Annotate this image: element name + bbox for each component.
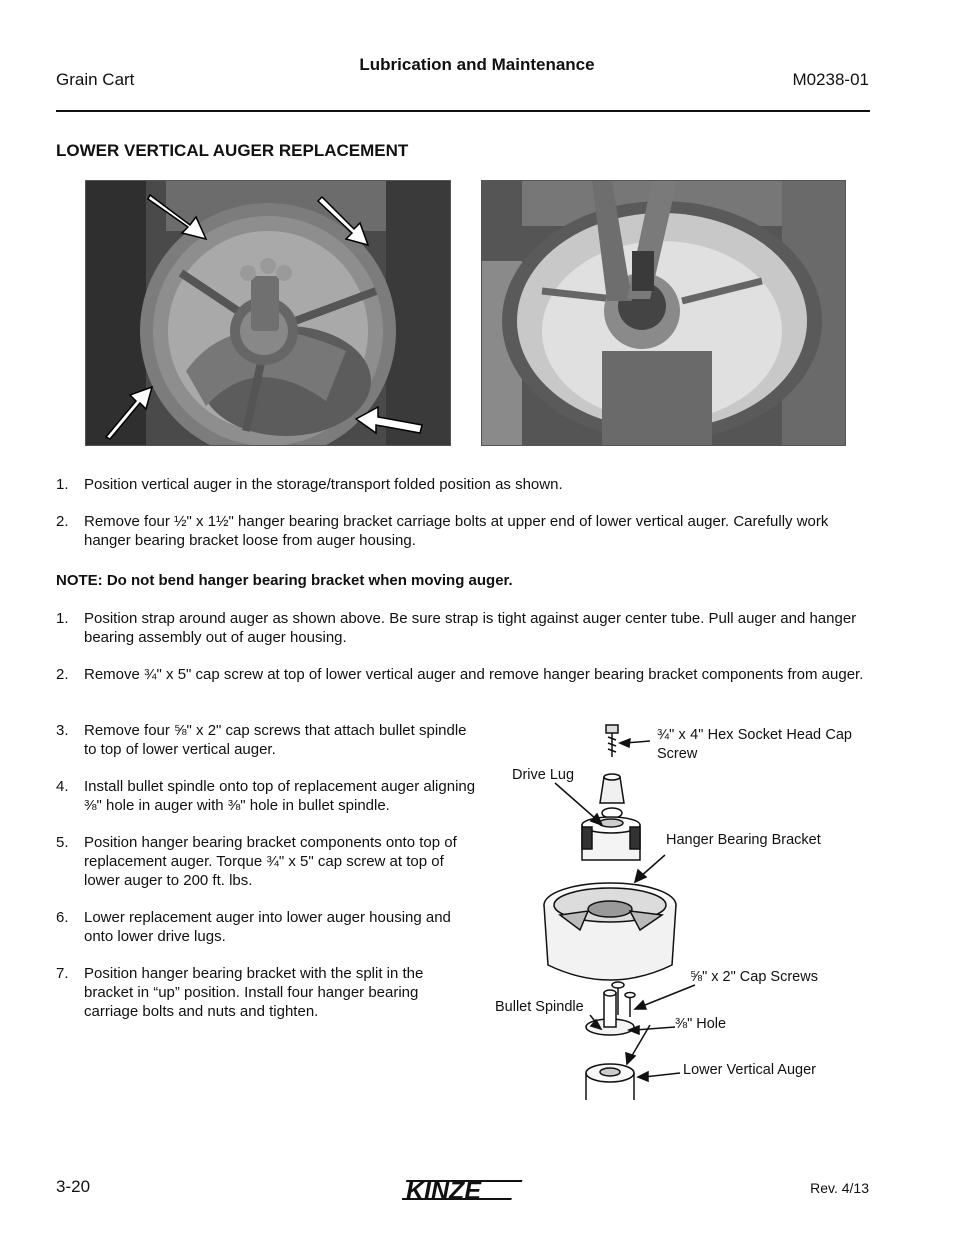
label-hanger-bearing-bracket: Hanger Bearing Bracket — [666, 832, 821, 848]
label-bullet-spindle: Bullet Spindle — [495, 999, 584, 1015]
step-b-4: 4. Install bullet spindle onto top of replacement auger aligning ⅜" hole in auger with ⅜" hole in bullet spindle. — [56, 778, 476, 814]
step-b-7: 7. Position hanger bearing bracket with the split in the bracket in “up” position. Install four hanger bearing carriage bolts and nuts and tighten. — [56, 965, 424, 1020]
step-b-3: 3. Remove four ⅝" x 2" cap screws that attach bullet spindle to top of lower vertical auger. — [56, 722, 467, 758]
page-number: 3-20 — [56, 1177, 91, 1196]
kinze-logo-text: KINZE — [406, 1177, 481, 1205]
kinze-logo — [402, 1176, 524, 1204]
revision-date: Rev. 4/13 — [810, 1180, 869, 1196]
photo-auger-with-strap — [481, 180, 846, 446]
header-section-title: Lubrication and Maintenance — [359, 55, 595, 74]
page-title: LOWER VERTICAL AUGER REPLACEMENT — [56, 141, 409, 160]
step-a-1: 1. Position vertical auger in the storage/transport folded position as shown. — [56, 476, 563, 493]
step-b-5: 5. Position hanger bearing bracket components onto top of replacement auger. Torque ¾" x 5" cap screw at top of lower auger to 200 ft. lbs. — [56, 834, 457, 889]
header-manual-number: M0238-01 — [792, 70, 869, 89]
photo-auger-housing-arrows — [85, 180, 451, 446]
label-cap-screws: ⅝" x 2" Cap Screws — [690, 969, 818, 985]
step-b-1: 1. Position strap around auger as shown above. Be sure strap is tight against auger center tube. Pull auger and hanger bearing assembly out of auger housing. — [56, 610, 857, 646]
step-a-2: 2. Remove four ½" x 1½" hanger bearing bracket carriage bolts at upper end of lower vertical auger. Carefully work hanger bearing bracket loose from auger housing. — [56, 513, 829, 549]
step-b-2: 2. Remove ¾" x 5" cap screw at top of lower vertical auger and remove hanger bearing bracket components from auger. — [56, 666, 864, 683]
note-text: NOTE: Do not bend hanger bearing bracket when moving auger. — [56, 572, 513, 589]
label-hex-socket-screw: ¾" x 4" Hex Socket Head Cap Screw — [657, 727, 852, 762]
header-product: Grain Cart — [56, 70, 135, 89]
step-b-6: 6. Lower replacement auger into lower auger housing and onto lower drive lugs. — [56, 909, 451, 945]
label-hole: ⅜" Hole — [675, 1016, 727, 1032]
exploded-parts-diagram — [490, 715, 870, 1100]
header-rule — [56, 110, 870, 112]
label-drive-lug: Drive Lug — [512, 767, 575, 783]
label-lower-vertical-auger: Lower Vertical Auger — [683, 1062, 816, 1078]
